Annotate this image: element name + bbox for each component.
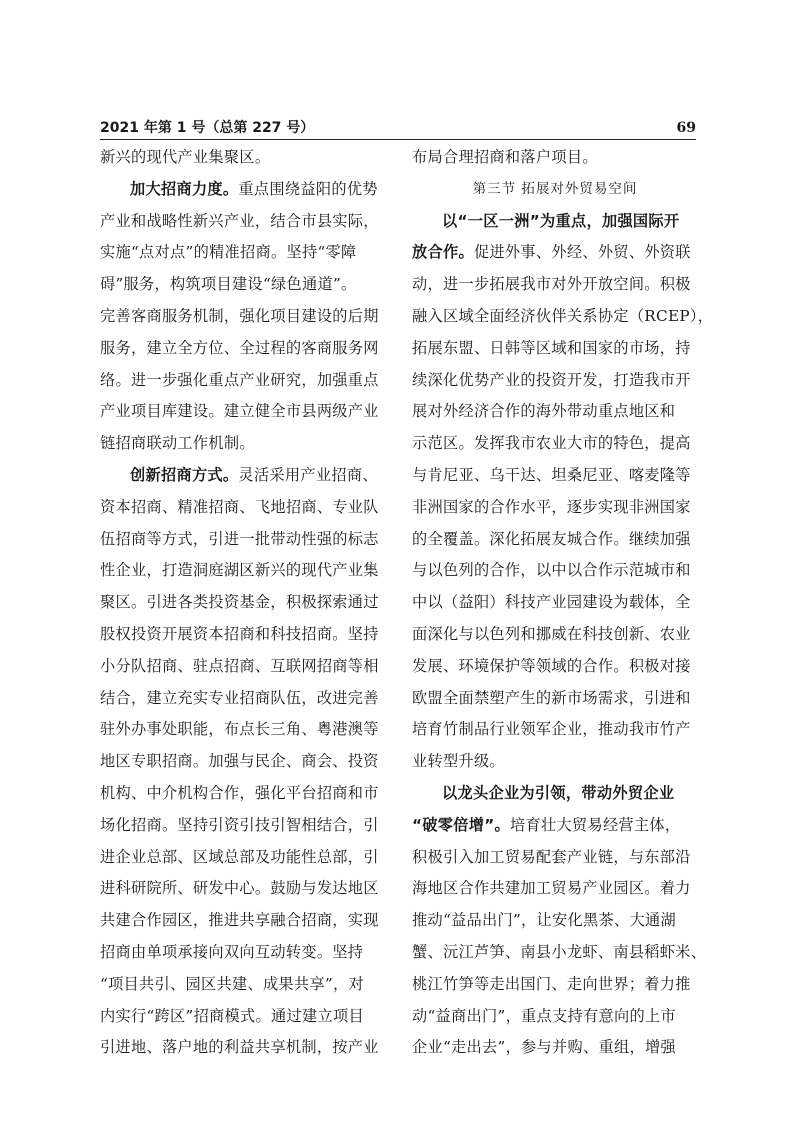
body-text: 蟹、沅江芦笋、南县小龙虾、南县稻虾米、 [412,942,707,961]
text-line [412,619,698,651]
body-text: 聚区。引进各类投资基金，积极探索通过 [100,593,379,612]
body-text: 发展、环境保护等领域的合作。积极对接 [412,656,691,675]
text-line [100,778,386,810]
text-line [100,460,386,492]
text-line [412,714,698,746]
body-text: 地区专职招商。加强与民企、商会、投资 [100,752,379,771]
text-line [100,269,386,301]
text-line [100,333,386,365]
body-text: 欧盟全面禁塑产生的新市场需求，引进和 [412,688,691,707]
text-line [100,937,386,969]
text-line [100,365,386,397]
body-text: 资本招商、精准招商、飞地招商、专业队 [100,497,379,516]
text-line [100,206,386,238]
body-text: 中以（益阳）科技产业园建设为载体，全 [412,593,691,612]
text-line [100,873,386,905]
text-line [412,905,698,937]
text-line [100,619,386,651]
text-line [100,810,386,842]
text-line [100,905,386,937]
body-text: 非洲国家的合作水平，逐步实现非洲国家 [412,497,691,516]
body-text: 链招商联动工作机制。 [100,434,255,453]
body-text: 桃江竹笋等走出国门、走向世界；着力推 [412,974,691,993]
text-line [100,842,386,874]
bold-lead-text: “破零倍增”。 [412,815,511,834]
body-text: 股权投资开展资本招商和科技招商。坚持 [100,624,379,643]
body-text: 新兴的现代产业集聚区。 [100,148,271,166]
body-text: 引进地、落户地的利益共享机制，按产业 [100,1038,379,1057]
text-line [412,1032,698,1064]
text-line [412,206,698,238]
left-column [100,142,386,1064]
body-text: 面深化与以色列和挪威在科技创新、农业 [412,624,691,643]
body-text: 性企业，打造洞庭湖区新兴的现代产业集 [100,561,379,580]
text-line [100,237,386,269]
text-line [412,587,698,619]
body-text: 进企业总部、区域总部及功能性总部，引 [100,847,379,866]
text-line [100,524,386,556]
body-text: 内实行“跨区”招商模式。通过建立项目 [100,1006,364,1025]
bold-lead-text: 放合作。 [412,243,474,262]
text-line [412,1001,698,1033]
text-line [100,683,386,715]
text-line [100,492,386,524]
body-text: 共建合作园区，推进共享融合招商，实现 [100,911,379,930]
body-text: 的全覆盖。深化拓展友城合作。继续加强 [412,529,691,548]
text-line [412,969,698,1001]
text-line [412,365,698,397]
text-line [100,1001,386,1033]
body-text: 续深化优势产业的投资开发，打造我市开 [412,370,691,389]
text-line [412,651,698,683]
text-line [100,746,386,778]
body-text: 完善客商服务机制，强化项目建设的后期 [100,306,379,325]
body-text: 与以色列的合作，以中以合作示范城市和 [412,561,691,580]
bold-lead-text: 以“一区一洲”为重点，加强国际开 [442,211,680,230]
text-line [412,237,698,269]
body-text: 融入区域全面经济伙伴关系协定（RCEP）， [412,306,714,325]
text-line [412,937,707,969]
body-text: 示范区。发挥我市农业大市的特色，提高 [412,434,691,453]
body-text: 培育竹制品行业领军企业，推动我市竹产 [412,720,691,739]
body-text: 伍招商等方式，引进一批带动性强的标志 [100,529,379,548]
text-line [412,142,698,174]
header-rule [100,139,696,140]
body-text: 海地区合作共建加工贸易产业园区。着力 [412,879,691,898]
body-text: 实施“点对点”的精准招商。坚持“零障 [100,243,357,262]
bold-lead-text: 以龙头企业为引领，带动外贸企业 [442,783,675,802]
text-line [100,396,386,428]
text-line [100,174,386,206]
text-line [100,1032,386,1064]
body-text: 驻外办事处职能，布点长三角、粤港澳等 [100,720,379,739]
page-number: 69 [676,120,696,136]
text-line [100,651,386,683]
body-text: 碍”服务，构筑项目建设“绿色通道”。 [100,275,357,294]
text-line [100,428,386,460]
body-text: 培育壮大贸易经营主体， [510,815,681,834]
body-text: 机构、中介机构合作，强化平台招商和市 [100,783,379,802]
text-line [412,778,698,810]
body-text: 动“益商出门”，重点支持有意向的上市 [412,1006,676,1025]
body-text: 第三节 拓展对外贸易空间 [472,180,638,197]
text-line [412,524,698,556]
text-line [412,428,698,460]
text-line [100,714,386,746]
body-text: 产业项目库建设。建立健全市县两级产业 [100,402,379,421]
body-text: 络。进一步强化重点产业研究，加强重点 [100,370,379,389]
body-text: 促进外事、外经、外贸、外资联 [473,243,691,262]
text-line [412,555,698,587]
text-line [100,301,386,333]
body-text: 小分队招商、驻点招商、互联网招商等相 [100,656,379,675]
text-line [412,333,698,365]
text-line [412,301,714,333]
body-text: 业转型升级。 [412,752,505,771]
text-line [412,810,698,842]
text-line [100,142,386,174]
text-line [412,873,698,905]
text-line [412,842,698,874]
text-line [412,396,698,428]
body-text: 积极引入加工贸易配套产业链，与东部沿 [412,847,691,866]
body-text: 场化招商。坚持引资引技引智相结合，引 [100,815,379,834]
bold-lead-text: 加大招商力度。 [130,179,239,198]
body-text: 服务，建立全方位、全过程的客商服务网 [100,338,379,357]
body-text: 展对外经济合作的海外带动重点地区和 [412,402,676,421]
body-text: 动，进一步拓展我市对外开放空间。积极 [412,275,691,294]
text-line [412,746,698,778]
text-line [100,969,386,1001]
body-text: 企业“走出去”，参与并购、重组，增强 [412,1038,676,1057]
body-text: 结合，建立充实专业招商队伍，改进完善 [100,688,379,707]
body-text: 重点围绕益阳的优势 [238,179,378,198]
text-line [412,269,698,301]
text-line [412,460,698,492]
section-heading [412,174,698,206]
body-text: 与肯尼亚、乌干达、坦桑尼亚、喀麦隆等 [412,465,691,484]
text-line [412,492,698,524]
body-text: 产业和战略性新兴产业，结合市县实际， [100,211,379,230]
body-text: 招商由单项承接向双向互动转变。坚持 [100,942,364,961]
body-text: “项目共引、园区共建、成果共享”，对 [100,974,364,993]
issue-label: 2021 年第 1 号（总第 227 号） [100,120,315,136]
bold-lead-text: 创新招商方式。 [130,465,239,484]
text-line [412,683,698,715]
body-text: 灵活采用产业招商、 [238,465,378,484]
text-line [100,587,386,619]
body-text: 进科研院所、研发中心。鼓励与发达地区 [100,879,379,898]
page-header [100,119,696,137]
body-text: 布局合理招商和落户项目。 [412,148,598,166]
right-column [412,142,714,1064]
text-line [100,555,386,587]
body-text: 拓展东盟、日韩等区域和国家的市场，持 [412,338,691,357]
body-text: 推动“益品出门”，让安化黑茶、大通湖 [412,911,676,930]
